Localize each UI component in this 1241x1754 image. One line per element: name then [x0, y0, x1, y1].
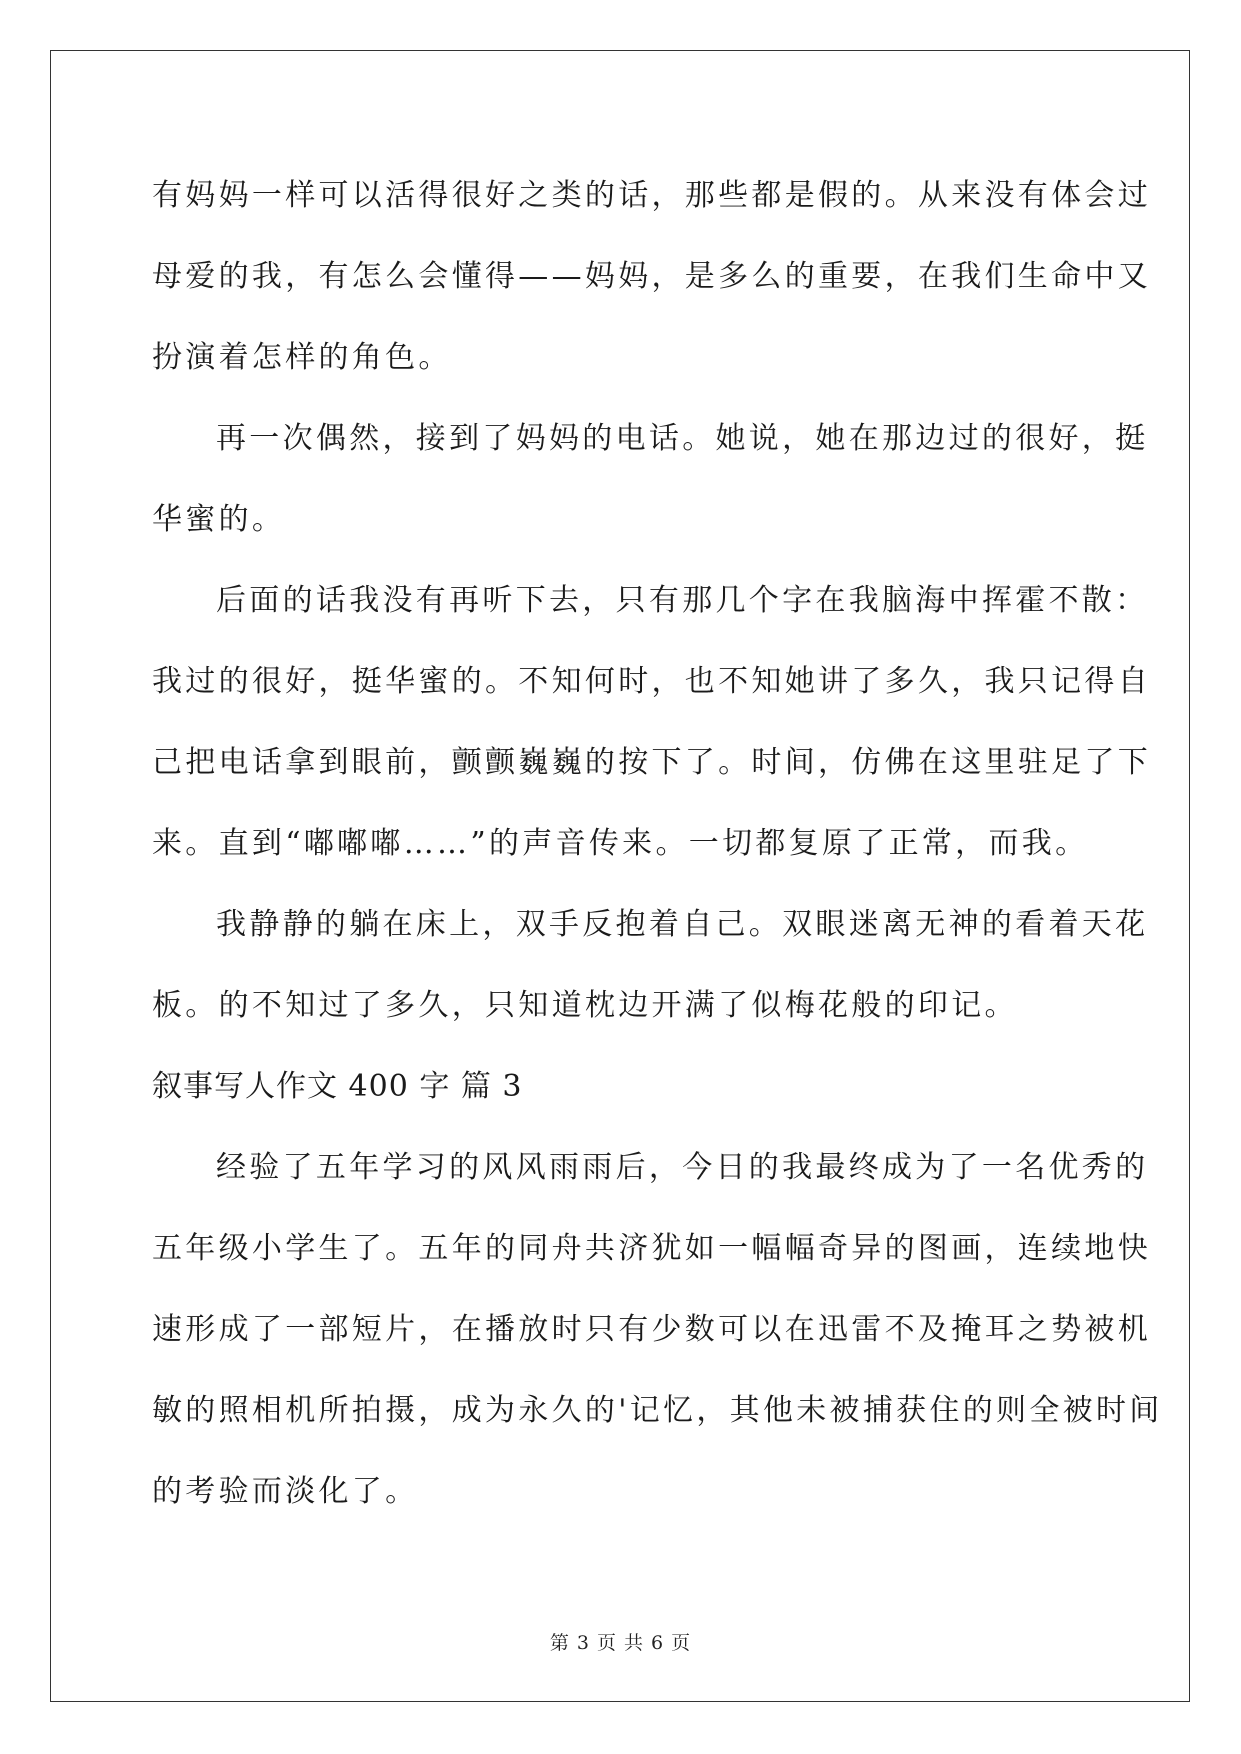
page-number-footer: 第 3 页 共 6 页 [549, 1632, 692, 1654]
section-heading: 叙事写人作文 400 字 篇 3 [152, 1069, 523, 1104]
document-body [152, 155, 1163, 1532]
text-line-paragraph-start: 我静静的躺在床上，双手反抱着自己。双眼迷离无神的看着天花 [216, 907, 1149, 942]
text-line: 的考验而淡化了。 [152, 1474, 419, 1509]
text-line: 五年级小学生了。五年的同舟共济犹如一幅幅奇异的图画，连续地快 [152, 1231, 1151, 1266]
text-line: 速形成了一部短片，在播放时只有少数可以在迅雷不及掩耳之势被机 [152, 1312, 1151, 1347]
text-line: 有妈妈一样可以活得很好之类的话，那些都是假的。从来没有体会过 [152, 178, 1151, 213]
text-line: 华蜜的。 [152, 502, 286, 537]
text-line: 母爱的我，有怎么会懂得——妈妈，是多么的重要，在我们生命中又 [152, 259, 1151, 294]
text-line: 板。的不知过了多久，只知道枕边开满了似梅花般的印记。 [152, 988, 1018, 1023]
text-line-paragraph-start: 再一次偶然，接到了妈妈的电话。她说，她在那边过的很好，挺 [216, 421, 1149, 456]
text-line-paragraph-start: 经验了五年学习的风风雨雨后，今日的我最终成为了一名优秀的 [216, 1150, 1149, 1185]
text-line-paragraph-start: 后面的话我没有再听下去，只有那几个字在我脑海中挥霍不散： [216, 583, 1149, 618]
text-line: 敏的照相机所拍摄，成为永久的'记忆，其他未被捕获住的则全被时间 [152, 1393, 1163, 1428]
text-line: 来。直到“嘟嘟嘟……”的声音传来。一切都复原了正常，而我。 [152, 826, 1089, 861]
text-line: 我过的很好，挺华蜜的。不知何时，也不知她讲了多久，我只记得自 [152, 664, 1151, 699]
text-line: 己把电话拿到眼前，颤颤巍巍的按下了。时间，仿佛在这里驻足了下 [152, 745, 1151, 780]
text-line: 扮演着怎样的角色。 [152, 340, 452, 375]
